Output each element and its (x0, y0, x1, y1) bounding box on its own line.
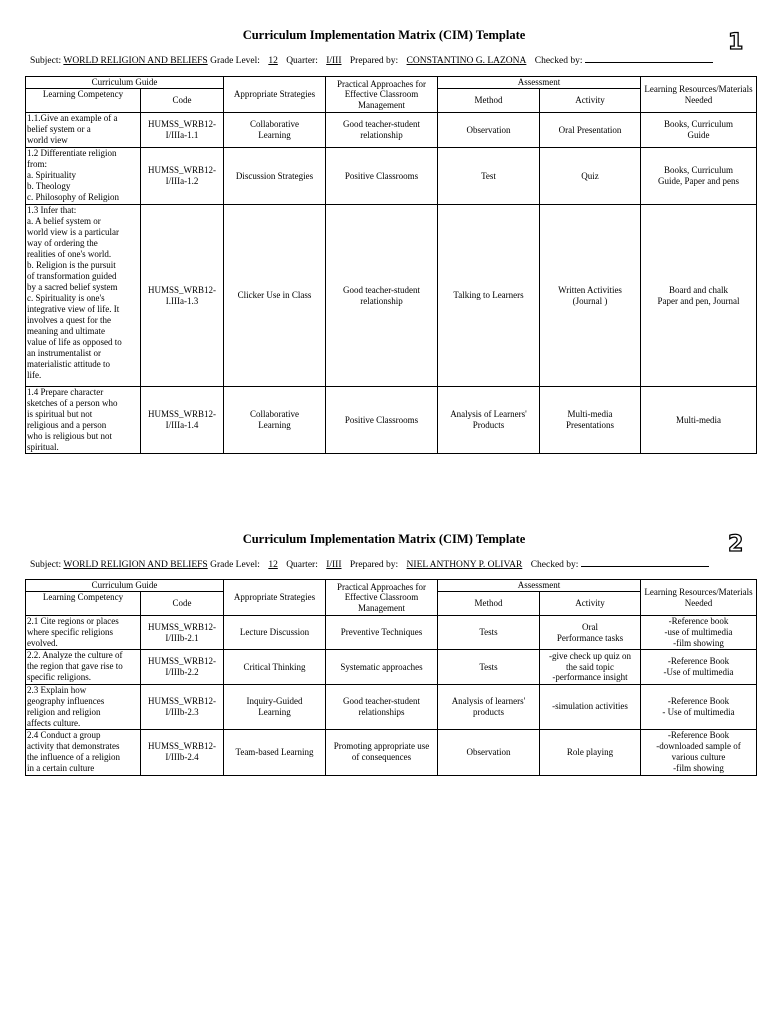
quarter-label: Quarter: (286, 56, 318, 66)
quarter-value: I/III (326, 56, 342, 66)
table-row (26, 148, 757, 205)
cell-competency: 1.2 Differentiate religion from: a. Spirituality b. Theology c. Philosophy of Religion (26, 148, 141, 205)
cell-code: HUMSS_WRB12- I.IIIa-1.3 (141, 205, 224, 387)
cell-competency: 1.1.Give an example of a belief system or a world view (26, 113, 141, 148)
cell-resources: Board and chalk Paper and pen, Journal (641, 205, 757, 387)
cell-resources: -Reference Book - Use of multimedia (641, 685, 757, 730)
header-strategies: Appropriate Strategies (224, 77, 326, 113)
cell-practical: Systematic approaches (326, 650, 438, 685)
meta-line (30, 557, 709, 570)
prepared-label: Prepared by: (349, 56, 399, 66)
cell-method: Observation (438, 729, 540, 775)
table-row (26, 387, 757, 454)
cell-competency: 2.4 Conduct a group activity that demonstrates the influence of a religion in a certain culture (26, 729, 141, 775)
header-learning-competency: Learning Competency (26, 592, 141, 616)
cell-code: HUMSS_WRB12- I/IIIb-2.1 (141, 616, 224, 650)
cell-competency: 2.2. Analyze the culture of the region that gave rise to specific religions. (26, 650, 141, 685)
cell-method: Talking to Learners (438, 205, 540, 387)
cell-activity: Multi-media Presentations (540, 387, 641, 454)
cell-competency: 2.3 Explain how geography influences religion and religion affects culture. (26, 685, 141, 730)
checked-label: Checked by: (534, 56, 583, 66)
cell-activity: -give check up quiz on the said topic -performance insight (540, 650, 641, 685)
cell-activity: Oral Performance tasks (540, 616, 641, 650)
cell-code: HUMSS_WRB12- I/IIIb-2.4 (141, 729, 224, 775)
subject-label: Subject: (30, 560, 62, 570)
cim-table (25, 76, 757, 454)
document-title: Curriculum Implementation Matrix (CIM) Template (242, 28, 526, 42)
cell-strategy: Critical Thinking (224, 650, 326, 685)
cell-practical: Preventive Techniques (326, 616, 438, 650)
cell-practical: Promoting appropriate use of consequences (326, 729, 438, 775)
document-title: Curriculum Implementation Matrix (CIM) Template (242, 532, 526, 546)
cell-competency: 1.3 Infer that: a. A belief system or world view is a particular way of ordering the realities of one's world. b. Religion is the pursuit of transformation guided by a sacred belief system c. Spirituality is one's integrative view of life. It involves a quest for the meaning and ultimate value of life as opposed to an instrumentalist or materialistic attitude to life. (26, 205, 141, 387)
cell-resources: -Reference book -use of multimedia -film showing (641, 616, 757, 650)
prepared-value: CONSTANTINO G. LAZONA (406, 56, 527, 66)
table-row (26, 685, 757, 730)
cell-method: Analysis of Learners' Products (438, 387, 540, 454)
cell-activity: Oral Presentation (540, 113, 641, 148)
cell-practical: Good teacher-student relationship (326, 113, 438, 148)
header-method: Method (438, 592, 540, 616)
prepared-value: NIEL ANTHONY P. OLIVAR (406, 560, 523, 570)
cell-resources: -Reference Book -downloaded sample of various culture -film showing (641, 729, 757, 775)
cell-method: Analysis of learners' products (438, 685, 540, 730)
header-activity: Activity (540, 89, 641, 113)
cell-resources: Multi-media (641, 387, 757, 454)
cell-resources: Books, Curriculum Guide (641, 113, 757, 148)
header-curriculum-guide: Curriculum Guide (26, 580, 224, 592)
header-assessment: Assessment (438, 77, 641, 89)
grade-value: 12 (268, 560, 278, 570)
cell-strategy: Inquiry-Guided Learning (224, 685, 326, 730)
header-curriculum-guide: Curriculum Guide (26, 77, 224, 89)
cell-practical: Good teacher-student relationship (326, 205, 438, 387)
checked-blank-line (585, 53, 713, 63)
cell-code: HUMSS_WRB12- I/IIIa-1.4 (141, 387, 224, 454)
header-code: Code (141, 89, 224, 113)
cell-method: Tests (438, 616, 540, 650)
table-row (26, 650, 757, 685)
table-row (26, 113, 757, 148)
cell-strategy: Discussion Strategies (224, 148, 326, 205)
header-practical: Practical Approaches for Effective Classroom Management (326, 580, 438, 616)
cell-competency: 1.4 Prepare character sketches of a person who is spiritual but not religious and a person who is religious but not spiritual. (26, 387, 141, 454)
cell-competency: 2.1 Cite regions or places where specific religions evolved. (26, 616, 141, 650)
grade-label: Grade Level: (210, 560, 260, 570)
checked-label: Checked by: (530, 560, 579, 570)
cell-strategy: Lecture Discussion (224, 616, 326, 650)
header-learning-competency: Learning Competency (26, 89, 141, 113)
header-practical: Practical Approaches for Effective Classroom Management (326, 77, 438, 113)
cell-code: HUMSS_WRB12- I/IIIb-2.2 (141, 650, 224, 685)
page-number-badge: 2 (728, 532, 744, 557)
header-strategies: Appropriate Strategies (224, 580, 326, 616)
cell-strategy: Collaborative Learning (224, 387, 326, 454)
header-assessment: Assessment (438, 580, 641, 592)
grade-label: Grade Level: (210, 56, 260, 66)
cell-activity: -simulation activities (540, 685, 641, 730)
cell-resources: Books, Curriculum Guide, Paper and pens (641, 148, 757, 205)
checked-blank-line (581, 557, 709, 567)
prepared-label: Prepared by: (349, 560, 399, 570)
header-resources: Learning Resources/Materials Needed (641, 77, 757, 113)
cell-method: Observation (438, 113, 540, 148)
cell-strategy: Collaborative Learning (224, 113, 326, 148)
cell-activity: Written Activities (Journal ) (540, 205, 641, 387)
page-number-badge: 1 (728, 30, 744, 55)
cell-method: Test (438, 148, 540, 205)
subject-value: WORLD RELIGION AND BELIEFS (63, 56, 208, 66)
cell-resources: -Reference Book -Use of multimedia (641, 650, 757, 685)
header-activity: Activity (540, 592, 641, 616)
quarter-label: Quarter: (286, 560, 318, 570)
cell-strategy: Clicker Use in Class (224, 205, 326, 387)
cell-practical: Good teacher-student relationships (326, 685, 438, 730)
header-code: Code (141, 592, 224, 616)
cell-activity: Quiz (540, 148, 641, 205)
table-row (26, 729, 757, 775)
cell-practical: Positive Classrooms (326, 387, 438, 454)
cell-code: HUMSS_WRB12- I/IIIa-1.2 (141, 148, 224, 205)
cell-code: HUMSS_WRB12- I/IIIa-1.1 (141, 113, 224, 148)
subject-value: WORLD RELIGION AND BELIEFS (63, 560, 208, 570)
grade-value: 12 (268, 56, 278, 66)
cim-table (25, 579, 757, 776)
table-row (26, 616, 757, 650)
header-resources: Learning Resources/Materials Needed (641, 580, 757, 616)
quarter-value: I/III (326, 560, 342, 570)
header-method: Method (438, 89, 540, 113)
cell-method: Tests (438, 650, 540, 685)
cell-practical: Positive Classrooms (326, 148, 438, 205)
cell-activity: Role playing (540, 729, 641, 775)
table-row (26, 205, 757, 387)
meta-line (30, 53, 713, 66)
cell-code: HUMSS_WRB12- I/IIIb-2.3 (141, 685, 224, 730)
subject-label: Subject: (30, 56, 62, 66)
cell-strategy: Team-based Learning (224, 729, 326, 775)
